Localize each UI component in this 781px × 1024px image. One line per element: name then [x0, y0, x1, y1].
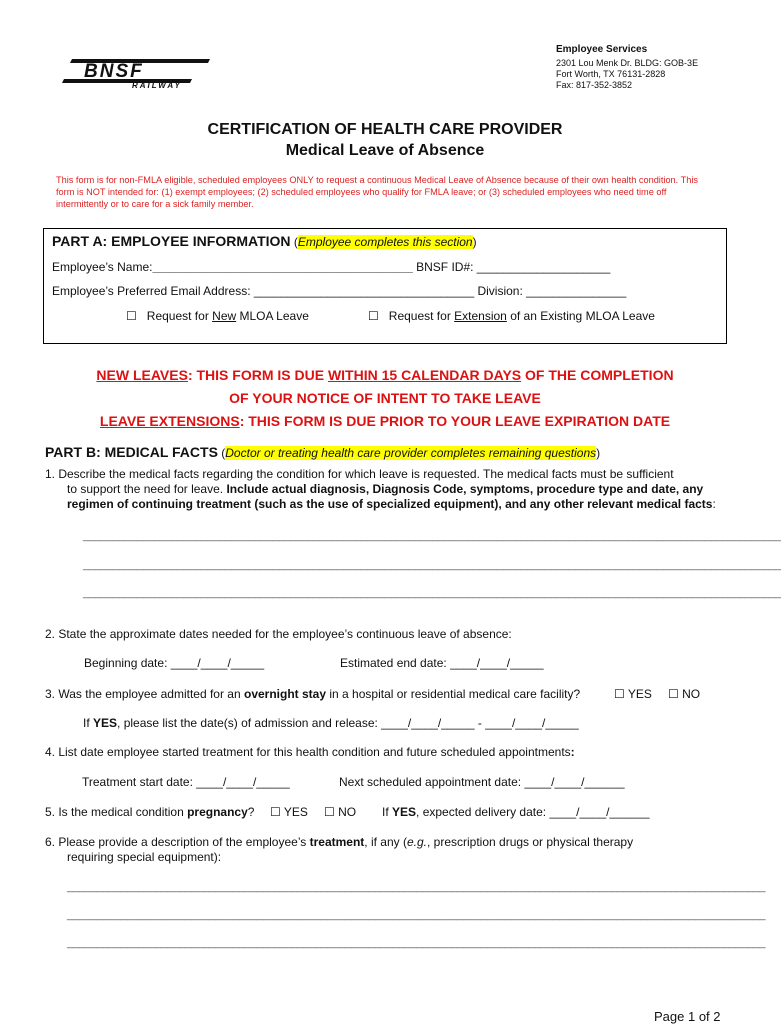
extension-underlined: Extension: [454, 309, 507, 323]
q1-answer-line[interactable]: ______________________________________________________________________________________________________________________: [83, 559, 781, 571]
q5-yes-checkbox[interactable]: ☐: [270, 805, 281, 819]
q6-text: 6. Please provide a description of the employee’s: [45, 835, 310, 849]
q3-admission-dates[interactable]: [83, 716, 579, 731]
extension-checkbox[interactable]: ☐: [368, 309, 379, 323]
q3-bold: overnight stay: [244, 687, 327, 701]
email-label: Employee’s Preferred Email Address:: [52, 284, 254, 298]
logo-text: BNSF: [84, 61, 144, 82]
q1-answer-line[interactable]: ______________________________________________________________________________________________________________________: [83, 587, 781, 599]
delivery-date-field: , expected delivery date: ____/____/______: [416, 805, 650, 819]
q3-text: in a hospital or residential medical care facility?: [326, 687, 581, 701]
division-label: Division:: [474, 284, 527, 298]
q1-bold-text: Include actual diagnosis, Diagnosis Code, symptoms, procedure type and date, any regimen of continuing treatment (such as the use of specialized equipment), and any other relevant medical facts: [67, 482, 713, 511]
question-1: [45, 467, 725, 512]
title-block: [0, 121, 770, 160]
q6-continuation: requiring special equipment):: [67, 850, 222, 864]
q5-bold: pregnancy: [187, 805, 248, 819]
paren: (: [290, 235, 298, 249]
notice-text: : THIS FORM IS DUE PRIOR TO YOUR LEAVE EXPIRATION DATE: [239, 413, 671, 429]
notice-text: OF THE COMPLETION: [521, 367, 674, 383]
q5-delivery-date[interactable]: [382, 805, 650, 820]
question-5: [45, 805, 254, 820]
new-leave-label-end: MLOA Leave: [236, 309, 309, 323]
paren: ): [596, 446, 601, 460]
q6-answer-line[interactable]: ______________________________________________________________________________________________________________________: [67, 909, 766, 921]
question-4: [45, 745, 575, 760]
beginning-date-field[interactable]: Beginning date: ____/____/_____: [84, 656, 265, 670]
q6-text: , if any (: [364, 835, 407, 849]
no-label: NO: [334, 805, 357, 819]
address-line-1: 2301 Lou Menk Dr. BLDG: GOB-3E: [556, 58, 699, 68]
name-field[interactable]: _______________________________________: [152, 260, 413, 274]
q1-text: to support the need for leave.: [67, 482, 227, 496]
q1-line: 1. Describe the medical facts regarding the condition for which leave is requested. The medical facts must be sufficient: [45, 467, 674, 481]
extension-label: Request for: [388, 309, 455, 323]
q3-no-option[interactable]: [668, 687, 700, 702]
notice-text: : THIS FORM IS DUE: [187, 367, 328, 383]
page-title: CERTIFICATION OF HEALTH CARE PROVIDER: [207, 121, 563, 138]
paren: (: [217, 446, 226, 460]
new-underlined: New: [212, 309, 237, 323]
part-a-note: Employee completes this section: [297, 235, 473, 249]
yes-bold: YES: [93, 716, 118, 730]
q3-yes-checkbox[interactable]: ☐: [614, 687, 625, 701]
part-b-note: Doctor or treating health care provider completes remaining questions: [225, 446, 597, 460]
q3-yes-option[interactable]: [614, 687, 652, 702]
q1-answer-line[interactable]: ______________________________________________________________________________________________________________________: [83, 530, 781, 542]
logo-subtext: RAILWAY: [132, 81, 182, 90]
new-leaves-text: NEW LEAVES: [96, 367, 188, 383]
page-number: Page 1 of 2: [654, 1009, 721, 1024]
q1-colon: :: [712, 497, 716, 511]
new-leave-option[interactable]: [126, 309, 309, 323]
notice-line-3: [0, 413, 770, 429]
page-subtitle: Medical Leave of Absence: [285, 142, 485, 159]
q6-italic: e.g.: [406, 835, 427, 849]
q6-answer-line[interactable]: ______________________________________________________________________________________________________________________: [67, 937, 766, 949]
end-date-field[interactable]: Estimated end date: ____/____/_____: [340, 656, 544, 670]
bnsf-id-field[interactable]: ____________________: [476, 260, 611, 274]
next-appointment-field[interactable]: Next scheduled appointment date: ____/____/______: [339, 775, 625, 789]
question-2: 2. State the approximate dates needed for the employee’s continuous leave of absence:: [45, 627, 512, 641]
notice-line-1: [0, 367, 770, 383]
no-label: NO: [678, 687, 701, 701]
q5-text: ?: [247, 805, 255, 819]
part-a-heading-row: [52, 233, 477, 251]
new-leave-checkbox[interactable]: ☐: [126, 309, 137, 323]
address-line-2: Fort Worth, TX 76131-2828: [556, 69, 666, 79]
yes-label: YES: [624, 687, 652, 701]
leave-extensions-text: LEAVE EXTENSIONS: [99, 413, 240, 429]
fax: Fax: 817-352-3852: [556, 80, 633, 90]
part-b-heading: PART B: MEDICAL FACTS: [45, 444, 218, 460]
part-a-box: [43, 228, 727, 344]
if-text: If: [382, 805, 393, 819]
q5-text: 5. Is the medical condition: [45, 805, 188, 819]
notice-line-2: OF YOUR NOTICE OF INTENT TO TAKE LEAVE: [229, 390, 541, 406]
admission-release-field: , please list the date(s) of admission and release: ____/____/_____ - ____/____/_____: [117, 716, 579, 730]
name-label: Employee’s Name:: [52, 260, 153, 274]
q4-colon: :: [570, 745, 575, 759]
q6-bold: treatment: [309, 835, 365, 849]
q6-line: [45, 835, 725, 850]
q4-text: 4. List date employee started treatment for this health condition and future scheduled appointments: [45, 745, 571, 759]
department: Employee Services: [556, 44, 648, 55]
email-row: [52, 284, 626, 298]
q3-text: 3. Was the employee admitted for an: [45, 687, 244, 701]
email-field[interactable]: _________________________________: [253, 284, 475, 298]
new-leave-label: Request for: [146, 309, 213, 323]
extension-label-end: of an Existing MLOA Leave: [506, 309, 655, 323]
question-6: [45, 835, 725, 865]
part-b-heading-row: [45, 444, 600, 462]
intro-text: This form is for non-FMLA eligible, scheduled employees ONLY to request a continuous Medical Leave of Absence because of their own health condition. This form is NOT intended for: (1) exempt employees; (2) scheduled employees who qualify for FMLA leave; or (3) scheduled employees who need time off intermittently or to care for a sick family member.: [56, 175, 698, 209]
q5-yes-option[interactable]: [270, 805, 308, 820]
division-field[interactable]: _______________: [526, 284, 627, 298]
q1-continuation: [45, 482, 725, 512]
yes-label: YES: [280, 805, 308, 819]
q6-answer-line[interactable]: ______________________________________________________________________________________________________________________: [67, 881, 766, 893]
q5-no-option[interactable]: [324, 805, 356, 820]
q5-no-checkbox[interactable]: ☐: [324, 805, 335, 819]
bnsf-logo: [62, 53, 212, 89]
part-a-heading: PART A: EMPLOYEE INFORMATION: [52, 233, 291, 249]
q3-no-checkbox[interactable]: ☐: [668, 687, 679, 701]
yes-bold: YES: [392, 805, 417, 819]
extension-option[interactable]: [368, 309, 655, 323]
treatment-start-field[interactable]: Treatment start date: ____/____/_____: [82, 775, 290, 789]
question-3: [45, 687, 580, 702]
within-15-days-text: WITHIN 15 CALENDAR DAYS: [327, 367, 522, 383]
address-block: [556, 44, 698, 91]
if-text: If: [83, 716, 94, 730]
bnsf-id-label: BNSF ID#:: [412, 260, 477, 274]
q6-text: , prescription drugs or physical therapy: [427, 835, 634, 849]
name-row: [52, 260, 610, 274]
paren: ): [472, 235, 477, 249]
